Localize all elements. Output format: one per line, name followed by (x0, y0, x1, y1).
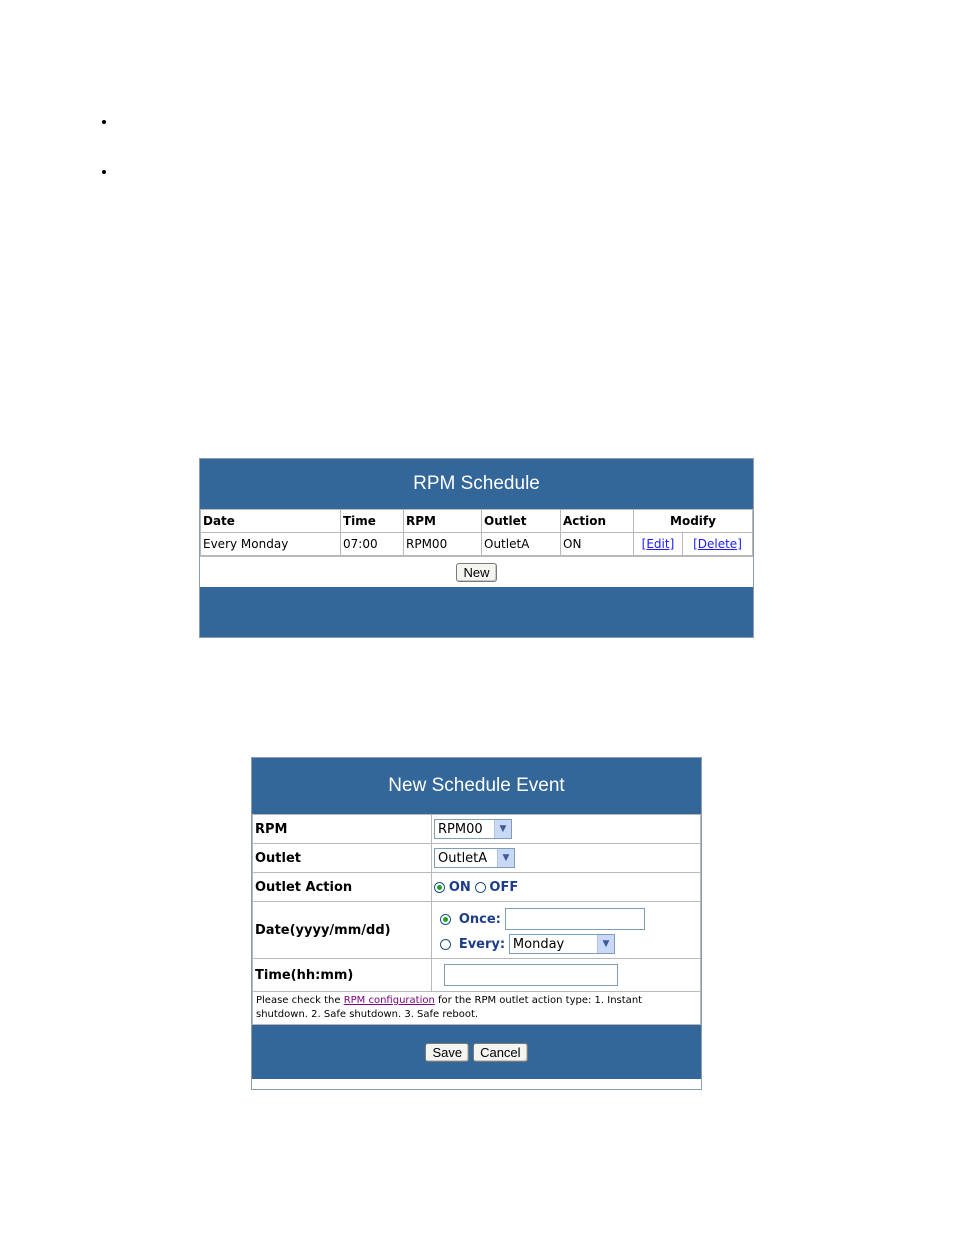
column-header-time: Time (341, 510, 404, 533)
new-button[interactable]: New (456, 563, 496, 582)
column-header-outlet: Outlet (482, 510, 561, 533)
schedule-table (200, 509, 753, 556)
on-radio-label: ON (448, 879, 471, 895)
off-radio[interactable] (475, 882, 486, 893)
rpm-select[interactable] (434, 819, 512, 839)
edit-link[interactable]: [Edit] (641, 537, 675, 551)
every-row (440, 934, 698, 954)
cell-date: Every Monday (201, 533, 341, 556)
once-radio[interactable] (440, 914, 451, 925)
rpm-select-value: RPM00 (438, 821, 483, 837)
every-day-select[interactable] (509, 934, 615, 954)
new-event-footer-bar (252, 1025, 701, 1079)
cell-rpm: RPM00 (404, 533, 482, 556)
cell-edit (634, 533, 683, 556)
rpm-schedule-title: RPM Schedule (200, 459, 753, 509)
rpm-schedule-footer-bar (200, 587, 753, 637)
column-header-action: Action (561, 510, 634, 533)
cell-time: 07:00 (341, 533, 404, 556)
outlet-action-cell (432, 873, 701, 902)
outlet-select[interactable] (434, 848, 515, 868)
time-field-cell (432, 959, 701, 992)
new-event-form (252, 814, 701, 1025)
on-radio[interactable] (434, 882, 445, 893)
once-label: Once: (458, 911, 501, 927)
off-radio-label: OFF (489, 879, 519, 895)
form-row-outlet (253, 844, 701, 873)
outlet-action-label: Outlet Action (253, 873, 432, 902)
table-row (201, 533, 753, 556)
every-label: Every: (458, 936, 506, 952)
time-label: Time(hh:mm) (253, 959, 432, 992)
once-date-input[interactable] (505, 908, 645, 930)
form-row-rpm (253, 815, 701, 844)
cell-delete (682, 533, 752, 556)
rpm-schedule-panel (199, 458, 754, 638)
date-field-cell (432, 902, 701, 959)
cancel-button[interactable]: Cancel (473, 1043, 527, 1062)
column-header-rpm: RPM (404, 510, 482, 533)
note-prefix: Please check the (256, 995, 344, 1006)
column-header-modify: Modify (634, 510, 753, 533)
new-schedule-event-panel (251, 757, 702, 1090)
form-row-outlet-action (253, 873, 701, 902)
delete-link[interactable]: [Delete] (693, 537, 742, 551)
column-header-date: Date (201, 510, 341, 533)
save-button[interactable]: Save (425, 1043, 469, 1062)
cell-outlet: OutletA (482, 533, 561, 556)
form-row-time (253, 959, 701, 992)
chevron-down-icon: ▼ (597, 935, 614, 953)
rpm-label: RPM (253, 815, 432, 844)
rpm-configuration-link[interactable]: RPM configuration (343, 995, 435, 1006)
config-note (253, 992, 701, 1025)
once-row (440, 908, 698, 930)
cell-action: ON (561, 533, 634, 556)
new-button-row (200, 556, 753, 587)
time-input[interactable] (444, 964, 618, 986)
every-radio[interactable] (440, 939, 451, 950)
new-event-title: New Schedule Event (252, 758, 701, 814)
form-row-date (253, 902, 701, 959)
outlet-field-cell (432, 844, 701, 873)
outlet-label: Outlet (253, 844, 432, 873)
date-label: Date(yyyy/mm/dd) (253, 902, 432, 959)
form-row-note (253, 992, 701, 1025)
chevron-down-icon: ▼ (494, 820, 511, 838)
every-day-value: Monday (512, 936, 565, 952)
outlet-select-value: OutletA (438, 850, 488, 866)
rpm-field-cell (432, 815, 701, 844)
note-suffix: for the RPM outlet action type: 1. Instant shutdown. 2. Safe shutdown. 3. Safe reboot. (256, 995, 643, 1020)
bullet-list (100, 114, 116, 214)
chevron-down-icon: ▼ (497, 849, 514, 867)
table-header-row (201, 510, 753, 533)
